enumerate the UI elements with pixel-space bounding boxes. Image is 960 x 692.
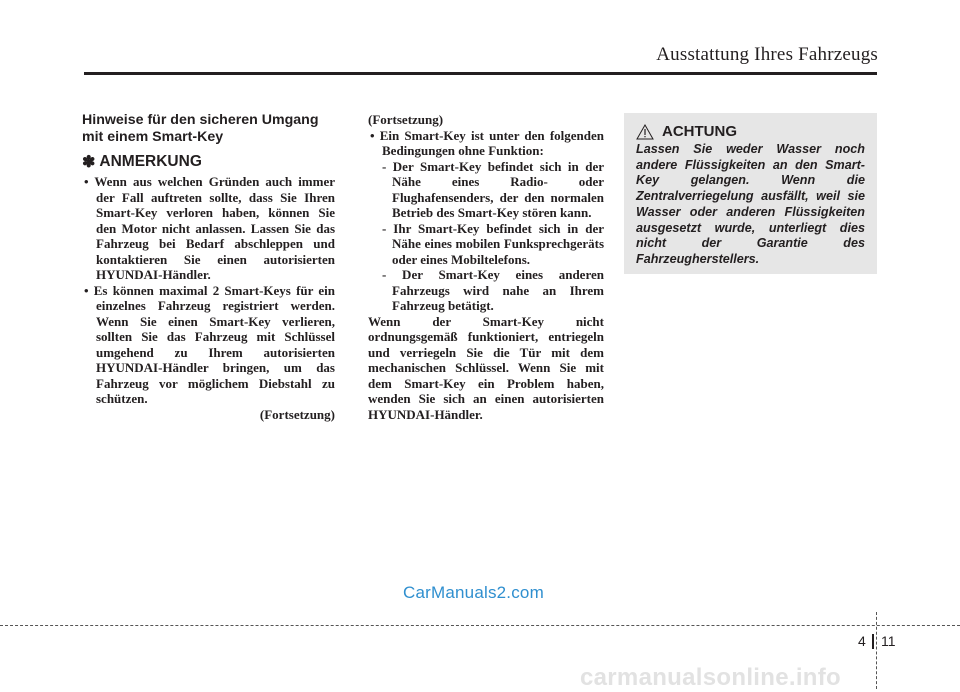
warning-triangle-icon	[636, 124, 654, 140]
site-watermark: carmanualsonline.info	[580, 664, 842, 691]
condition-1: - Der Smart-Key befindet sich in der Nähe eines Radio- oder Flughafensenders, der den normalen Betrieb des Smart-Key stören kann.	[382, 158, 604, 220]
warning-title: ACHTUNG	[662, 123, 737, 140]
note-label: ANMERKUNG	[99, 153, 202, 170]
note-icon: ✽	[82, 154, 96, 171]
page-separator	[872, 634, 874, 649]
warning-box	[624, 113, 877, 274]
continued-label: (Fortsetzung)	[259, 406, 335, 422]
note-bullet-1: • Wenn aus welchen Gründen auch immer der Fall auftreten sollte, dass Sie Ihren Smart-Key verloren haben, können Sie den Motor nicht anlassen. Lassen Sie das Fahrzeug bei Bedarf abschleppen und kontaktieren Sie einen autorisierten HYUNDAI-Händler.	[84, 174, 335, 282]
footer-vertical-divider	[876, 612, 877, 689]
page-number: 11	[881, 633, 896, 649]
header-title: Ausstattung Ihres Fahrzeugs	[656, 44, 878, 65]
section-number: 4	[858, 633, 866, 649]
warning-header	[636, 123, 865, 140]
condition-2: - Ihr Smart-Key befindet sich in der Nähe eines mobilen Funksprechgeräts oder eines Mobiltelefons.	[382, 220, 604, 267]
condition-3: - Der Smart-Key eines anderen Fahrzeugs wird nahe an Ihrem Fahrzeug betätigt.	[382, 267, 604, 313]
conditions-bullet: • Ein Smart-Key ist unter den folgenden Bedingungen ohne Funktion:	[370, 127, 604, 158]
malfunction-paragraph: Wenn der Smart-Key nicht ordnungsgemäß funktioniert, entriegeln und verriegeln Sie die Tür mit dem mechanischen Schlüssel. Wenn Sie mit dem Smart-Key ein Problem haben, wenden Sie sich an einen autorisierten HYUNDAI-Händler.	[368, 313, 604, 422]
left-column	[82, 112, 335, 422]
warning-text: Lassen Sie weder Wasser noch andere Flüssigkeiten an den Smart-Key gelangen. Wenn die Zentralverriegelung ausfällt, weil sie Wasser oder anderen Flüssigkeiten ausgesetzt wurde, unterliegt dies nicht der Garantie des Fahrzeugherstellers.	[636, 142, 865, 266]
header-rule	[84, 72, 877, 75]
watermark-link[interactable]: CarManuals2.com	[403, 583, 544, 602]
note-header	[82, 152, 335, 172]
footer-divider	[0, 625, 960, 626]
note-bullet-2: • Es können maximal 2 Smart-Keys für ein einzelnes Fahrzeug registriert werden. Wenn Sie einen Smart-Key verlieren, sollten Sie das Fahrzeug mit Schlüssel umgehend zu Ihrem autorisierten HYUNDAI-Händler bringen, um das Fahrzeug vor möglichem Diebstahl zu schützen.	[84, 282, 335, 406]
section-heading: Hinweise für den sicheren Umgang mit einem Smart-Key	[82, 112, 319, 145]
continued-from-label: (Fortsetzung)	[368, 112, 444, 127]
middle-column	[368, 112, 604, 422]
